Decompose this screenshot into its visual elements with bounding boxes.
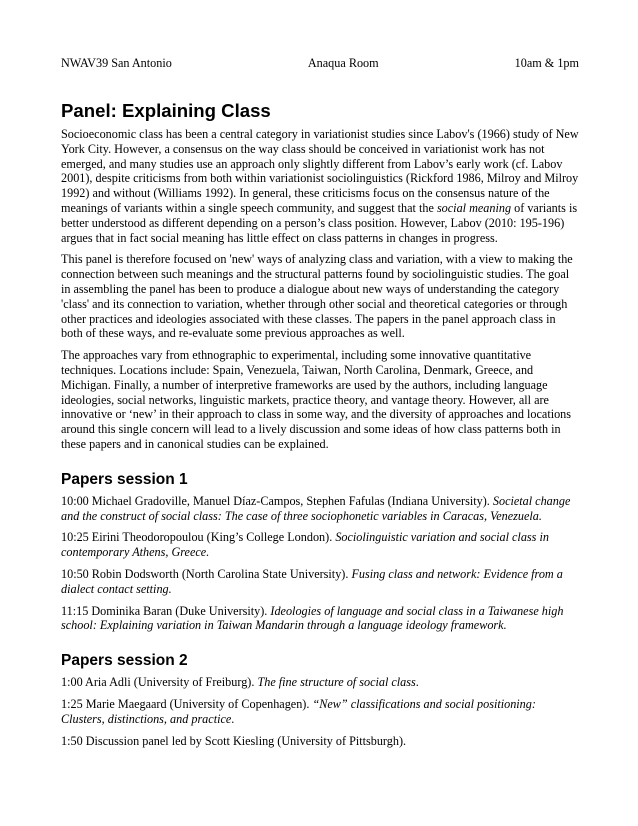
intro-paragraph-3: The approaches vary from ethnographic to experimental, including some innovative quantitative techniques. Locations include: Spain, Venezuela, Taiwan, North Carolina, Denmark, Greece, and Michigan. Finally, a number of interpretive frameworks are used by the authors, including language ideologies, social networks, linguistic markets, practice theory, and vantage theory. However, all are innovative or ‘new’ in their approach to class in some way, and the diversity of approaches and locations around this single concern will lead to a lively discussion and some ideas of how class patterns both in these papers and in canonical studies can be explained. [61, 348, 572, 451]
paper-title: “New” classifications and social positioning: Clusters, distinctions, and practice [61, 696, 536, 726]
paper-lead: 10:25 Eirini Theodoropoulou (King’s College London). [61, 530, 336, 545]
paper-tail: . [231, 711, 235, 726]
paper-title: Societal change and the construct of social class: The case of three sociophonetic variables in Caracas, Venezuela. [61, 493, 571, 523]
paper-lead: 1:25 Marie Maegaard (University of Copenhagen). [61, 696, 313, 711]
paper-title: The fine structure of social class [257, 675, 416, 690]
paper-entry [61, 567, 579, 597]
paper-entry [61, 530, 579, 560]
intro-p1-text-b: of variants is better understood as different depending on a person’s class position. However, Labov (2010: 195-196) argues that in fact social meaning has little effect on class patterns in changes in progress. [61, 200, 578, 245]
paper-lead: 10:00 Michael Gradoville, Manuel Díaz-Campos, Stephen Fafulas (Indiana University). [61, 493, 493, 508]
intro-paragraph-1 [61, 127, 579, 245]
paper-title: Fusing class and network: Evidence from a dialect contact setting. [61, 566, 563, 596]
paper-entry [61, 675, 579, 690]
paper-title: Sociolinguistic variation and social class in contemporary Athens, Greece. [61, 530, 549, 560]
intro-paragraph-2: This panel is therefore focused on 'new' ways of analyzing class and variation, with a view to making the connection between such meanings and the structural patterns found by sociolinguistic studies. The goal in assembling the panel has been to produce a dialogue about new ways of understanding the category 'class' and its connection to variation, whether through other social and theoretical categories or through other practices and ideologies associated with these classes. The papers in the panel approach class in both of these ways, and re-evaluate some previous approaches as well. [61, 252, 573, 341]
paper-entry [61, 697, 579, 727]
session-1-papers [61, 494, 579, 633]
intro-p1-emphasis: social meaning [436, 200, 512, 215]
paper-lead: 1:00 Aria Adli (University of Freiburg). [61, 675, 258, 690]
paper-entry [61, 494, 579, 524]
page-header [61, 56, 579, 71]
paper-lead: 1:50 Discussion panel led by Scott Kiesling (University of Pittsburgh). [61, 733, 407, 748]
header-room: Anaqua Room [307, 56, 379, 70]
panel-title: Panel: Explaining Class [61, 100, 271, 121]
session-2-heading: Papers session 2 [61, 652, 188, 670]
session-2-papers [61, 675, 579, 748]
paper-entry [61, 604, 579, 634]
paper-lead: 10:50 Robin Dodsworth (North Carolina State University). [61, 566, 352, 581]
document-page [61, 56, 579, 755]
header-conference: NWAV39 San Antonio [61, 56, 172, 70]
paper-entry [61, 734, 579, 749]
paper-lead: 11:15 Dominika Baran (Duke University). [61, 603, 271, 618]
paper-tail: . [415, 675, 419, 690]
session-1-heading: Papers session 1 [61, 470, 188, 488]
header-time: 10am & 1pm [514, 56, 579, 70]
intro-p1-text-a: Socioeconomic class has been a central category in variationist studies since Labov's (1966) study of New York City. However, a consensus on the way class should be conceived in variationist work has not emerged, and many studies use an approach only slightly different from Labov’s early work (cf. Labov 2001), despite criticisms from both within variationist sociolinguistics (Rickford 1986, Milroy and Milroy 1992) and without (Williams 1992). In general, these criticisms focus on the consensus nature of the meanings of variants within a single speech community, and suggest that the [61, 127, 579, 215]
paper-title: Ideologies of language and social class in a Taiwanese high school: Explaining variation in Taiwan Mandarin through a language ideology framework. [61, 603, 564, 633]
